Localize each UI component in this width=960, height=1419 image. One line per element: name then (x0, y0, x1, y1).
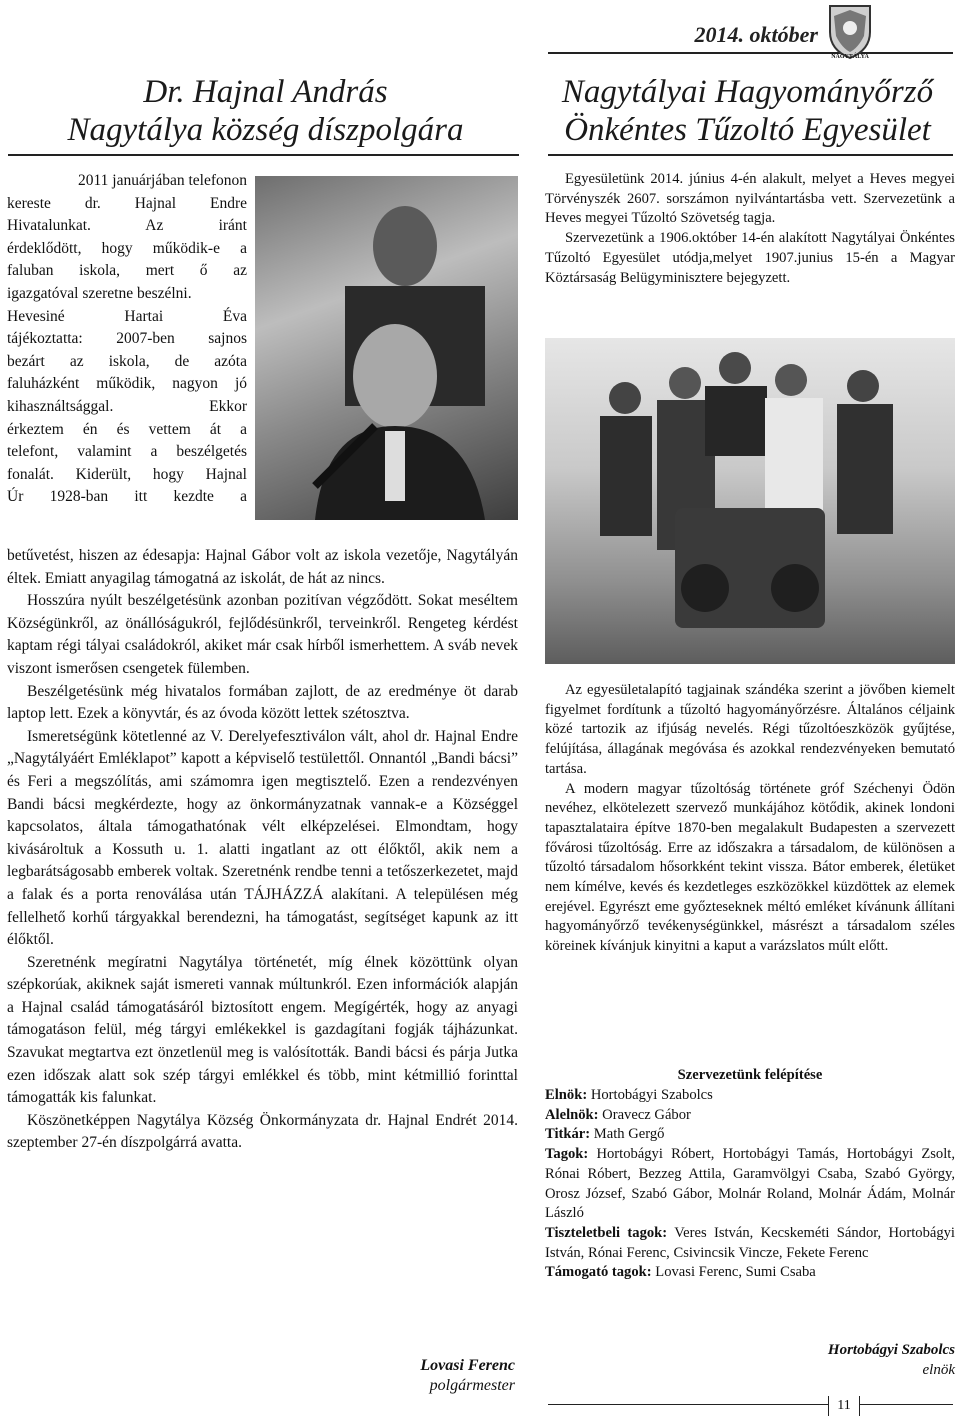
text-line: Hevesiné Hartai Éva (7, 307, 247, 325)
member-entry (545, 1145, 955, 1224)
text-line: érdeklődött, hogy működik-e a (7, 239, 247, 257)
paragraph: Hosszúra nyúlt beszélgetésünk azonban pozitívan végződött. Sokat meséltem Községünkről, az önállóságukról, fejlődésünkről, terveinkről. Rengeteg kérdést kaptam régi tályai családokról, akiket már csak hírből ismerhettem. A sváb nevek viszont ismerősen csengetek fülemben. (7, 592, 518, 677)
member-role: Titkár: (545, 1126, 591, 1143)
village-coat-of-arms-logo (824, 2, 876, 62)
member-role: Tiszteletbeli tagok: (545, 1224, 668, 1241)
signature-role: polgármester (429, 1377, 515, 1394)
text-line: faluban iskola, mert ő az (7, 262, 247, 280)
paragraph: betűvetést, hiszen az édesapja: Hajnal Gábor volt az iskola vezetője, Nagytályán éltek. Emiatt anyagilag támogatná az iskolát, de hát az nincs. (7, 547, 518, 587)
signature-name: Lovasi Ferenc (420, 1357, 515, 1374)
text-line: igazgatóval szeretne beszélni. (7, 284, 192, 302)
right-title-underline (548, 154, 953, 156)
text-line: bezárt az iskola, de azóta (7, 352, 247, 370)
paragraph: Az egyesületalapító tagjainak szándéka szerint a jövőben kiemelt figyelmet fordítunk a tűzoltó hagyományőrzésre. Általános céljaink közé tartozik az ifjúság nevelés. Régi tűzoltóeszközök gyűjtése, felújítása, állagának megóvása és azokkal rendezvényeken bemutató tartása. (545, 682, 955, 777)
right-article-title (540, 73, 955, 149)
member-names: Math Gergő (590, 1126, 665, 1143)
left-title-line2: Nagytálya község díszpolgára (67, 112, 464, 148)
text-line: faluházként működik, nagyon jó (7, 375, 247, 393)
firefighters-group-photo (545, 338, 955, 664)
header-divider-line (548, 52, 953, 54)
member-entry (545, 1263, 955, 1283)
member-entry (545, 1125, 955, 1145)
paragraph: A modern magyar tűzoltóság története gróf Széchenyi Ödön nevéhez, elkötelezett szervező munkájához kötődik, akinek londoni tapasztalataira építve 1870-ben megalakult Budapesten a szervezett fővárosi tűzoltóság. Erre az időszakra a társadalom, de különösen a tűzoltó társadalom hősorkként tekint vissza. Bátor emberek, életüket nem kímélve, kevés és kezdetleges eszközökkel küzdöttek az elemek erejével. Egyrészt eme győzteseknek méltó emléket kívánunk állítani hagyományőrző tevékenységünkkel, másrészt a társadalom széles köreinek kívánjuk kinyitni a kaput a varázslatos múlt előtt. (545, 780, 955, 955)
left-title-underline (8, 154, 519, 156)
member-role: Támogató tagok: (545, 1264, 652, 1281)
text-line: 2011 januárjában telefonon (77, 172, 247, 189)
right-body-text (545, 681, 955, 957)
left-signature (330, 1356, 515, 1396)
paragraph: Ismeretségünk kötetlenné az V. Derelyefesztiválon vált, ahol dr. Hajnal Endre „Nagytályáért Emléklapot” kapott a képviselő testülettől. Onnantól „Bandi bácsi” és Feri a megszólítás, ami számomra igen megtisztelő. Ezen a rendezvényen Bandi bácsi megkérdezte, hogy az önkormányzatnak vannak-e a Községgel kapcsolatos, általa támogathatónak vélt elképzelései. Elmondtam, hogy kivásároltuk a Kossuth u. 1. alatti ingatlant az ott élőktől, akik nem a legbarátságosabb emberek voltak. Szeretnénk rendbe tenni a tetőszerkezetet, majd a falak és a porta renoválása után TÁJHÁZZÁ alakítani. A településen még fellelhető korhű tárgyakkal berendezni, ha támogatást, segítséget kapunk az itt élőktől. (7, 727, 518, 949)
text-line: Hivatalunkat. Az iránt (7, 217, 247, 235)
text-line: kihasználtsággal. Ekkor (7, 397, 247, 415)
text-line: érkeztem én és vettem át a (7, 420, 247, 438)
right-signature (760, 1340, 955, 1380)
signature-role: elnök (922, 1362, 955, 1378)
portrait-photo (255, 176, 518, 520)
page-number: 11 (837, 1398, 851, 1413)
left-title-line1: Dr. Hajnal András (143, 74, 388, 110)
member-entry (545, 1106, 955, 1126)
left-article-title (8, 73, 523, 149)
issue-date: 2014. október (694, 22, 818, 47)
signature-name: Hortobágyi Szabolcs (827, 1342, 955, 1358)
text-line: fonalát. Kiderült, hogy Hajnal (7, 465, 247, 483)
member-role: Tagok: (545, 1146, 589, 1163)
left-wrap-text (7, 170, 247, 509)
shield-icon (824, 2, 876, 62)
member-entry (545, 1224, 955, 1263)
text-line: Úr 1928-ban itt kezdte a (7, 488, 247, 506)
text-line: telefont, valamint a beszélgetés (7, 443, 247, 461)
member-names: Oravecz Gábor (598, 1106, 691, 1123)
right-title-line2: Önkéntes Tűzoltó Egyesület (564, 112, 931, 148)
right-intro-text (545, 170, 955, 288)
member-list (545, 1086, 955, 1283)
paragraph: Beszélgetésünk még hivatalos formában zajlott, de az eredménye öt darab laptop lett. Ezek a könyvtár, és az óvoda között lettek szétosztva. (7, 682, 518, 723)
member-names: Hortobágyi Szabolcs (587, 1087, 713, 1103)
text-line: kereste dr. Hajnal Endre (7, 194, 247, 212)
text-line: tájékoztatta: 2007-ben sajnos (7, 330, 247, 348)
footer-line (548, 1404, 953, 1405)
member-role: Elnök: (545, 1087, 588, 1103)
paragraph: Köszönetképpen Nagytálya Község Önkormányzata dr. Hajnal Endrét 2014. szeptember 27-én díszpolgárrá avatta. (7, 1111, 518, 1152)
page-number-box (828, 1396, 860, 1416)
member-names: Veres István, Kecskeméti Sándor, Hortobágyi István, Rónai Ferenc, Csivincsik Vincze, Fekete Ferenc (545, 1224, 955, 1261)
left-body-text (7, 545, 518, 1155)
right-title-line1: Nagytályai Hagyományőrző (561, 74, 934, 110)
member-names: Lovasi Ferenc, Sumi Csaba (651, 1264, 816, 1281)
member-entry (545, 1086, 955, 1106)
paragraph: Szeretnénk megíratni Nagytálya történetét, míg élnek közöttünk olyan szépkorúak, akiknek saját ismereti vannak múltunkról. Ezen információk alapján a Hajnal család támogatásáról biztosított engem. Megígérték, hogy az anyagi támogatáson felül, még tárgyi emlékekkel is gazdagítani fogják tájházunkat. Szavukat megtartva ezt önzetlenül meg is valósították. Bandi bácsi és párja Jutka ezen időszak alatt sok szép tárgyi emlékkel és több, mint kétmillió forinttal támogatták kis falunkat. (7, 953, 518, 1107)
paragraph: Szervezetünk a 1906.október 14-én alakított Nagytályai Önkéntes Tűzoltó Egyesület utódja,melyet 1907.junius 15-én a Magyar Köztársaság Belügyminisztere bejegyzett. (545, 230, 955, 286)
logo-caption: NAGYTÁLYA (831, 54, 869, 60)
paragraph: Egyesületünk 2014. június 4-én alakult, melyet a Heves megyei Törvényszék 2607. sorszámon nyilvántartásba vett. Szervezetünk a Heves megyei Tűzoltó Szövetség tagja. (545, 171, 955, 227)
structure-heading: Szervezetünk felépítése (677, 1067, 823, 1083)
member-role: Alelnök: (545, 1106, 599, 1123)
member-names: Hortobágyi Róbert, Hortobágyi Tamás, Hortobágyi Zsolt, Rónai Róbert, Bezzeg Attila, Garamvölgyi Csaba, Szabó György, Orosz József, Szabó Gábor, Molnár Roland, Molnár Ádám, Molnár László (545, 1146, 955, 1222)
